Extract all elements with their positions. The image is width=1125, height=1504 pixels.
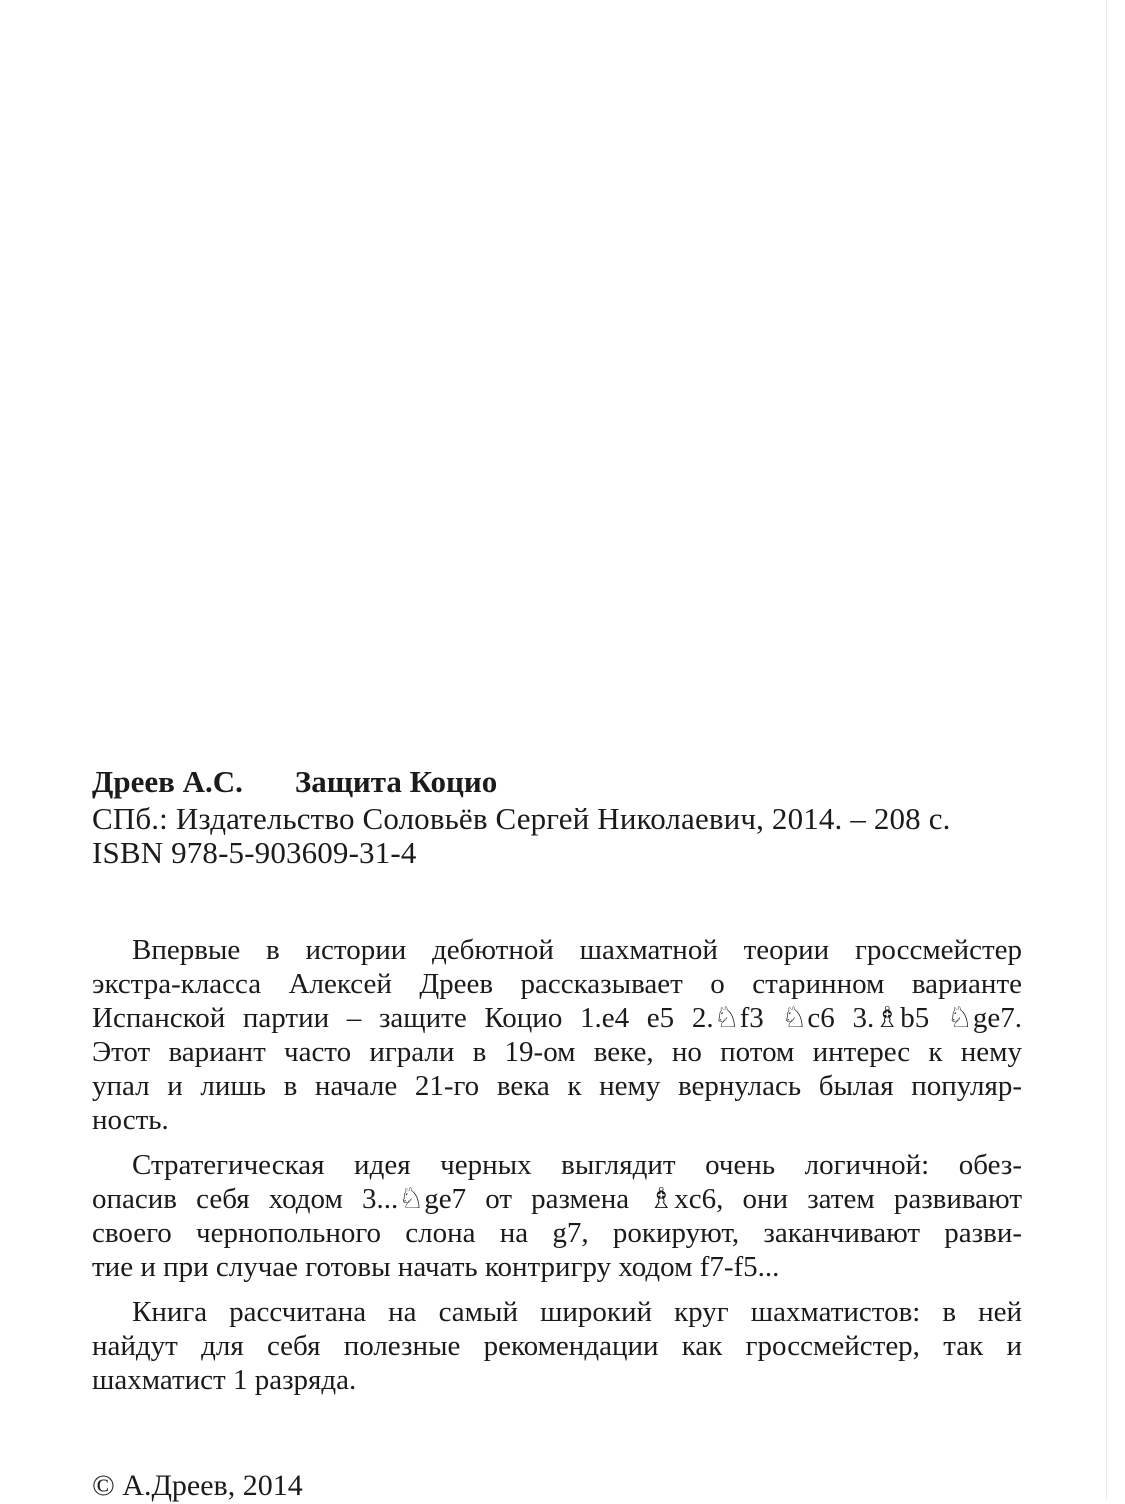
annotation-line: опасив себя ходом 3...♘ge7 от размена ♗xc6, они затем развивают	[92, 1183, 1022, 1215]
book-isbn: ISBN 978-5-903609-31-4	[92, 835, 417, 870]
annotation-line: Впервые в истории дебютной шахматной теории гроссмейстер	[132, 934, 1022, 966]
annotation-line: Книга рассчитана на самый широкий круг шахматистов: в ней	[132, 1296, 1022, 1328]
annotation-line: шахматист 1 разряда.	[92, 1364, 357, 1396]
copyright-notice: © А.Дреев, 2014	[92, 1469, 303, 1502]
book-imprint: СПб.: Издательство Соловьёв Сергей Николаевич, 2014. – 208 с.	[92, 801, 951, 836]
annotation-paragraph-3	[92, 1295, 1022, 1397]
book-author: Дреев А.С.	[92, 764, 243, 799]
book-title: Защита Коцио	[294, 764, 498, 799]
annotation-line: экстра-класса Алексей Дреев рассказывает о старинном варианте	[92, 968, 1022, 1000]
annotation-paragraph-2	[92, 1148, 1022, 1284]
bibliographic-heading	[92, 762, 1052, 802]
book-annotation	[92, 933, 1022, 1408]
annotation-line: ность.	[92, 1104, 169, 1136]
annotation-line: своего чернопольного слона на g7, рокируют, заканчивают разви-	[92, 1217, 1022, 1249]
annotation-line: найдут для себя полезные рекомендации как гроссмейстер, так и	[92, 1330, 1022, 1362]
page-edge-line	[1106, 0, 1107, 1500]
annotation-line: Стратегическая идея черных выглядит очень логичной: обез-	[132, 1149, 1022, 1181]
annotation-line: Этот вариант часто играли в 19-ом веке, но потом интерес к нему	[92, 1036, 1022, 1068]
annotation-line: тие и при случае готовы начать контригру ходом f7-f5...	[92, 1251, 780, 1283]
annotation-paragraph-1	[92, 933, 1022, 1137]
annotation-line: Испанской партии – защите Коцио 1.e4 e5 2.♘f3 ♘c6 3.♗b5 ♘ge7.	[92, 1002, 1022, 1034]
bibliographic-record	[92, 762, 1052, 870]
annotation-line: упал и лишь в начале 21-го века к нему вернулась былая популяр-	[92, 1070, 1022, 1102]
